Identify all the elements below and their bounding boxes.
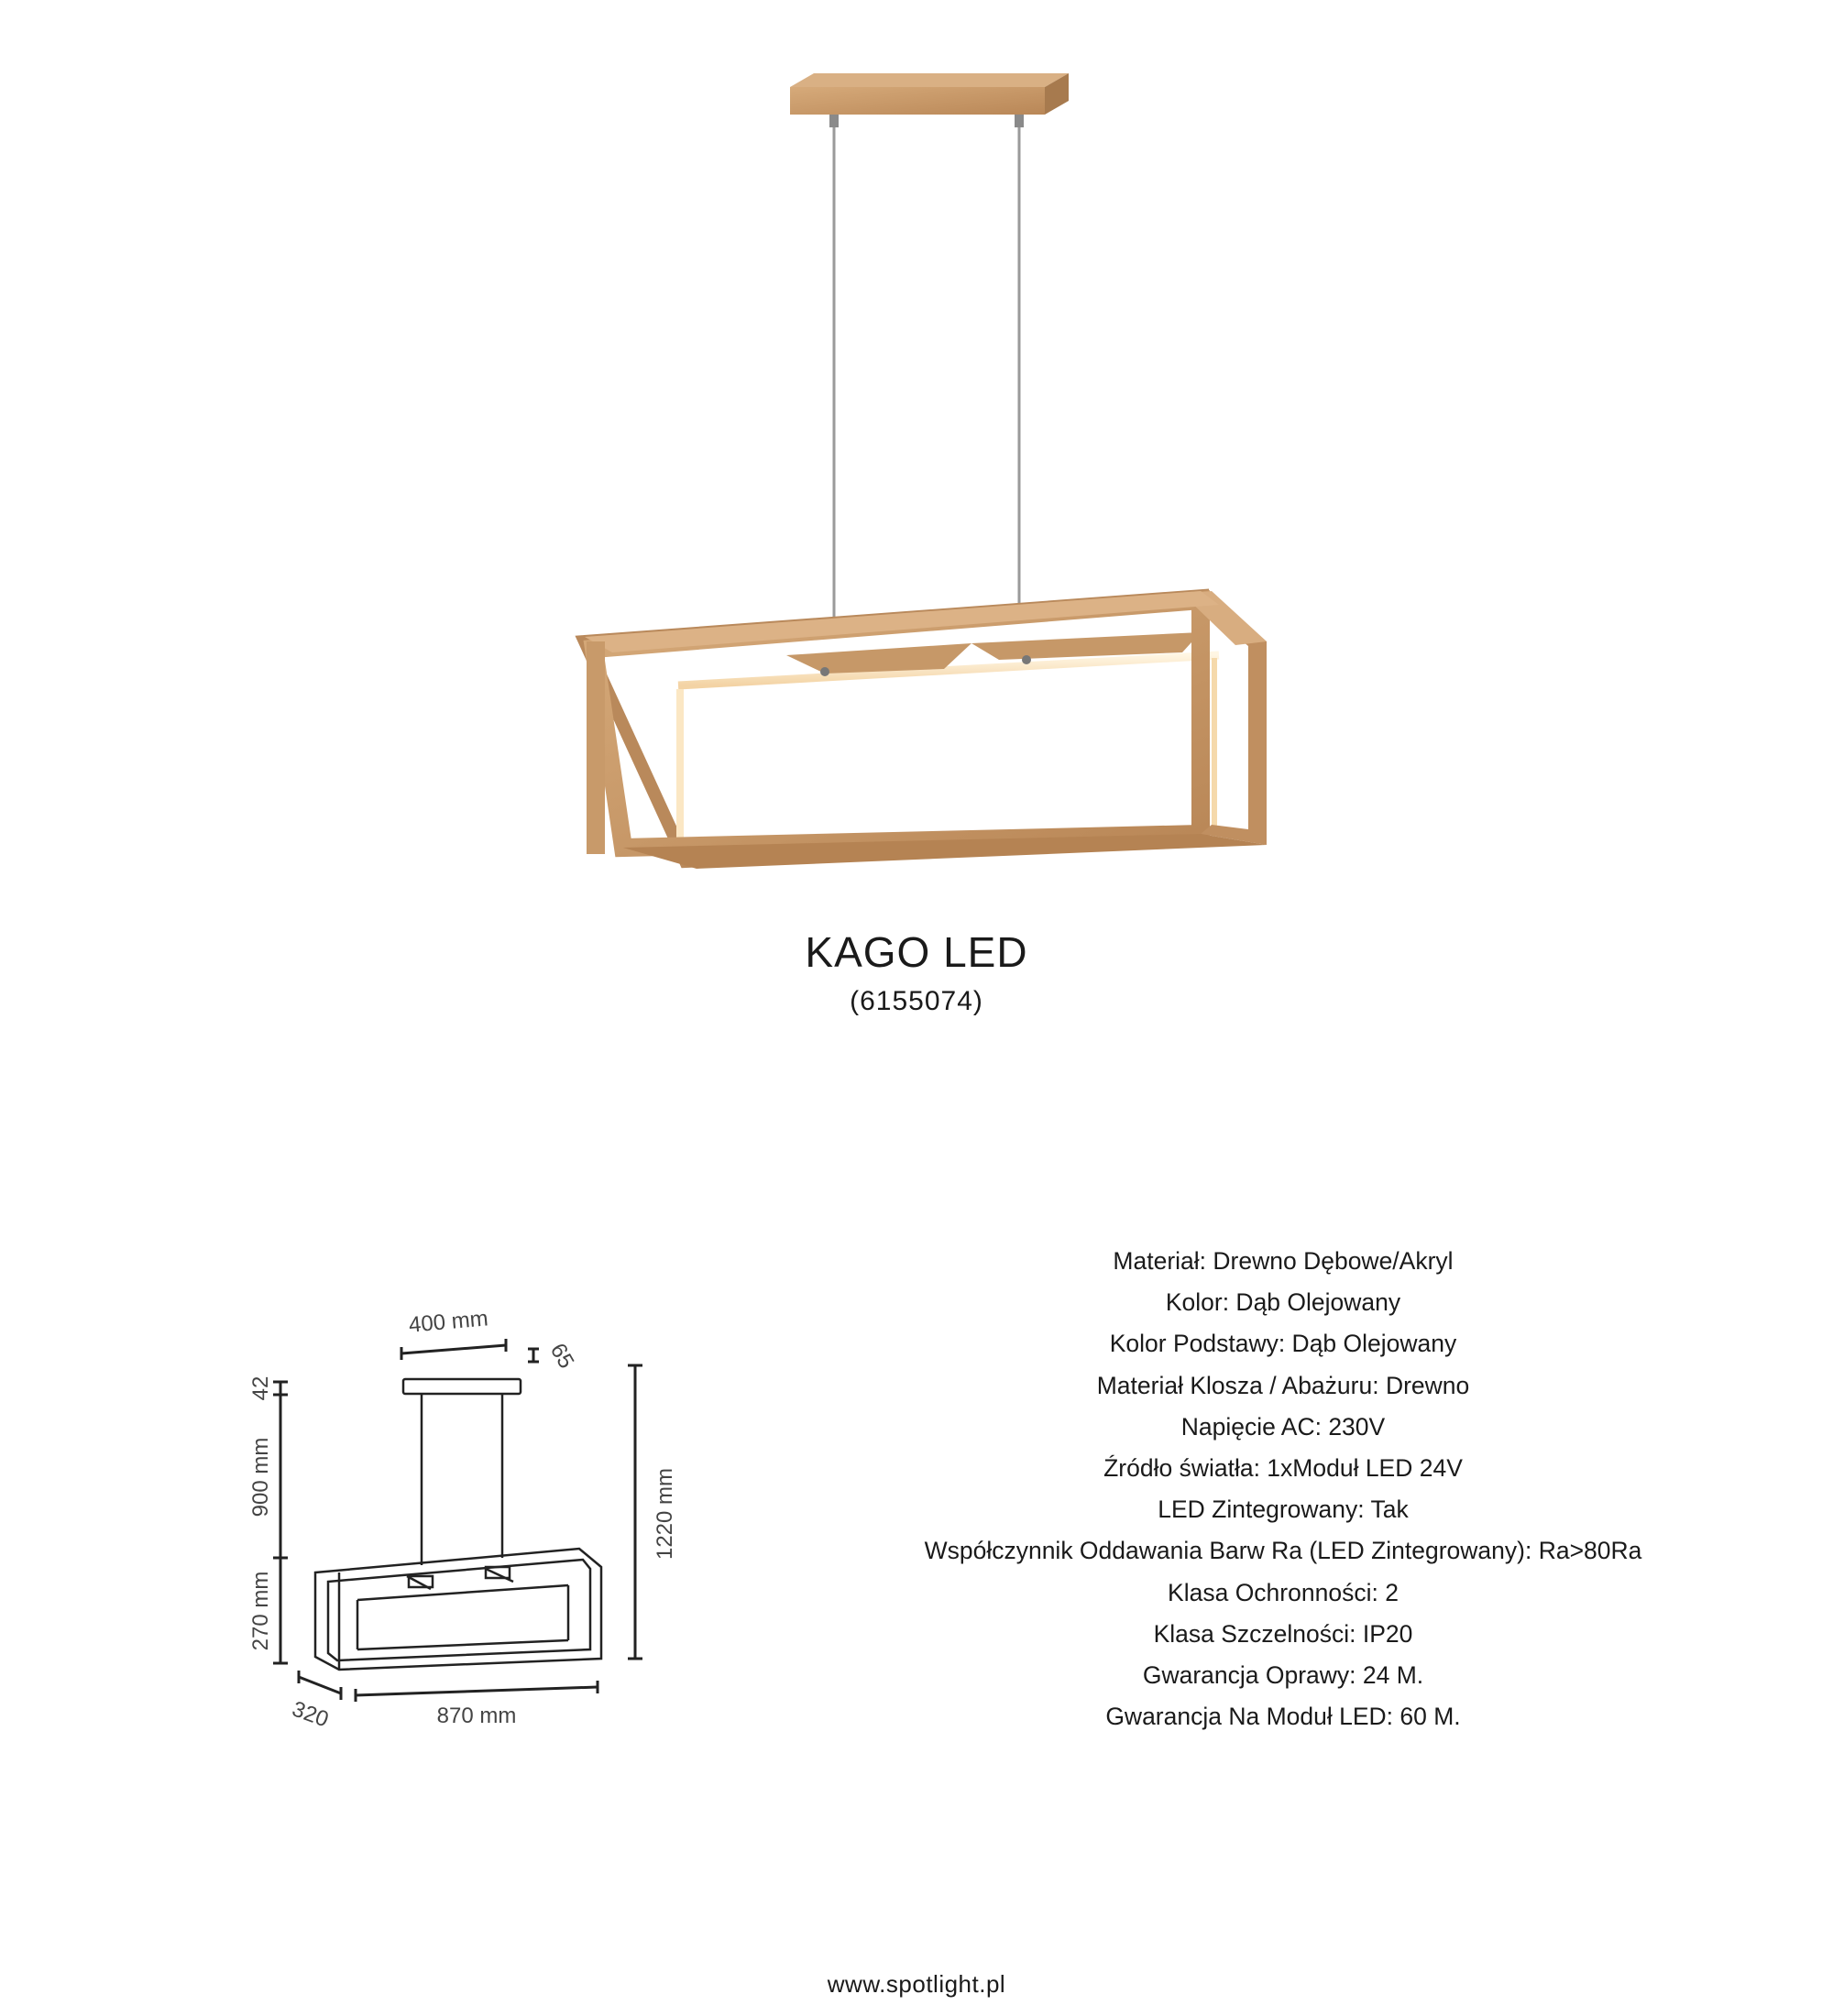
spec-item: Kolor: Dąb Olejowany — [1165, 1288, 1401, 1317]
spec-item: Materiał: Drewno Dębowe/Akryl — [1113, 1247, 1454, 1275]
dim-width: 870 mm — [436, 1704, 517, 1728]
dimension-drawing — [229, 1283, 706, 1741]
product-code: (6155074) — [850, 986, 983, 1016]
dim-base-height: 42 — [248, 1375, 273, 1401]
dim-width-top: 400 mm — [407, 1306, 489, 1338]
product-title: KAGO LED — [805, 928, 1028, 976]
dim-frame-height: 270 mm — [248, 1571, 273, 1651]
spec-list — [880, 1241, 1686, 1737]
spec-item: Klasa Szczelności: IP20 — [1153, 1619, 1413, 1648]
dim-depth-top: 65 — [544, 1339, 579, 1374]
spec-item: Napięcie AC: 230V — [1180, 1412, 1386, 1441]
spec-item: Klasa Ochronności: 2 — [1168, 1578, 1399, 1606]
spec-item: Współczynnik Oddawania Barw Ra (LED Zintegrowany): Ra>80Ra — [924, 1537, 1642, 1565]
spec-item: Kolor Podstawy: Dąb Olejowany — [1109, 1330, 1457, 1358]
dim-depth: 320 — [289, 1696, 332, 1733]
dim-total-height: 1220 mm — [653, 1467, 677, 1561]
spec-item: Źródło światła: 1xModuł LED 24V — [1103, 1454, 1463, 1483]
spec-item: Materiał Klosza / Abażuru: Drewno — [1096, 1371, 1470, 1399]
spec-item: Gwarancja Na Moduł LED: 60 M. — [1105, 1703, 1461, 1731]
dim-cable-length: 900 mm — [248, 1437, 273, 1517]
spec-item: LED Zintegrowany: Tak — [1158, 1496, 1409, 1524]
footer-url: www.spotlight.pl — [827, 1970, 1006, 1998]
spec-item: Gwarancja Oprawy: 24 M. — [1142, 1661, 1424, 1690]
lamp-product-photo — [550, 37, 1283, 898]
